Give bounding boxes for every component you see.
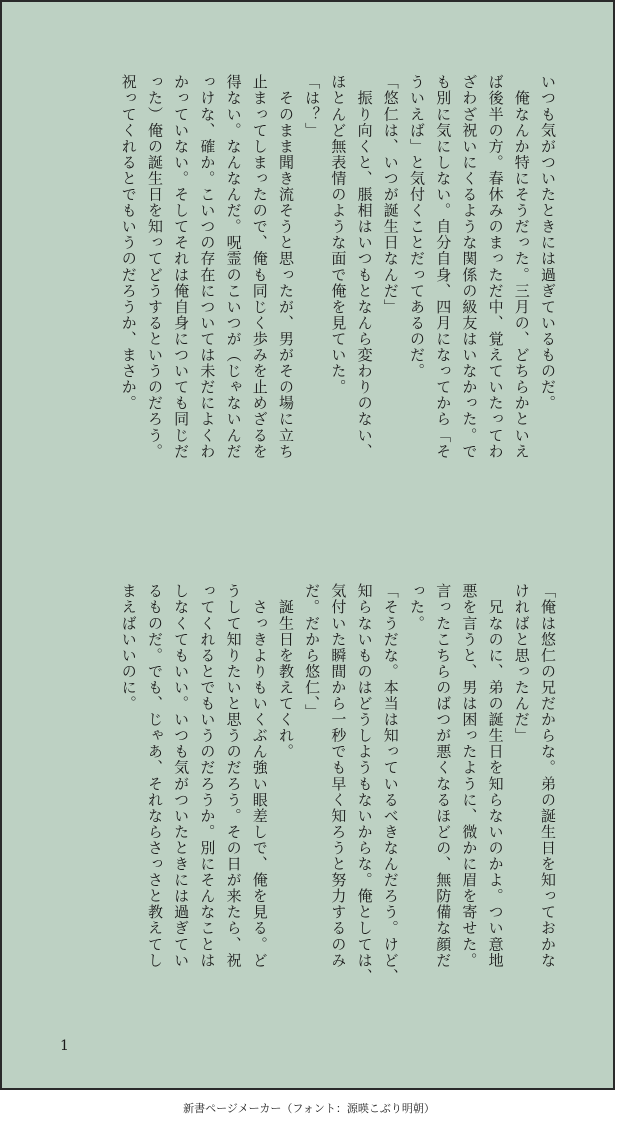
page-number: 1 bbox=[60, 1038, 69, 1054]
upper-text-block: いつも気がついたときには過ぎているものだ。 俺なんか特にそうだった。三月の、どちらかといえ ば後半の方。春休みのまっただ中、覚えていたってわ ざわざ祝いにくるような関係の級友はいなかった。で も別に気にしない。自分自身、四月になってから「そ ういえば」と気付くことだってあるのだ。 「悠仁は、いつが誕生日なんだ」 振り向くと、脹相はいつもとなんら変わりのない、 ほとんど無表情のような面で俺を見ていた。 「は？」 そのまま聞き流そうと思ったが、男がその場に立ち 止まってしまったので、俺も同じく歩みを止めざるを 得ない。なんなんだ。呪霊のこいつが（じゃないんだ っけな、確か。こいつの存在については未だによくわ かっていない。そしてそれは俺自身についても同じだ った）俺の誕生日を知ってどうするというのだろう。 祝ってくれるとでもいうのだろうか、まさか。 bbox=[119, 74, 557, 460]
lower-text-block: 「俺は悠仁の兄だからな。弟の誕生日を知っておかな ければと思ったんだ」 兄なのに、弟の誕生日を知らないのかよ。つい意地 悪を言うと、男は困ったように、微かに眉を寄せた。 言ったこちらのばつが悪くなるほどの、無防備な顔だ った。 「そうだな。本当は知っているべきなんだろう。けど、 知らないものはどうしようもないからな。俺としては、 気付いた瞬間から一秒でも早く知ろうと努力するのみ だ。だから悠仁、」 誕生日を教えてくれ。 さっきよりもいくぶん強い眼差しで、俺を見る。ど うして知りたいと思うのだろう。その日が来たら、祝 ってくれるとでもいうのだろうか。別にそんなことは しなくてもいい。いつも気がついたときには過ぎてい るものだ。でも、じゃあ、それならさっさと教えてし まえばいいのに。 bbox=[119, 583, 557, 985]
footer-caption: 新書ページメーカー（フォント：源暎こぶり明朝） bbox=[183, 1102, 435, 1115]
